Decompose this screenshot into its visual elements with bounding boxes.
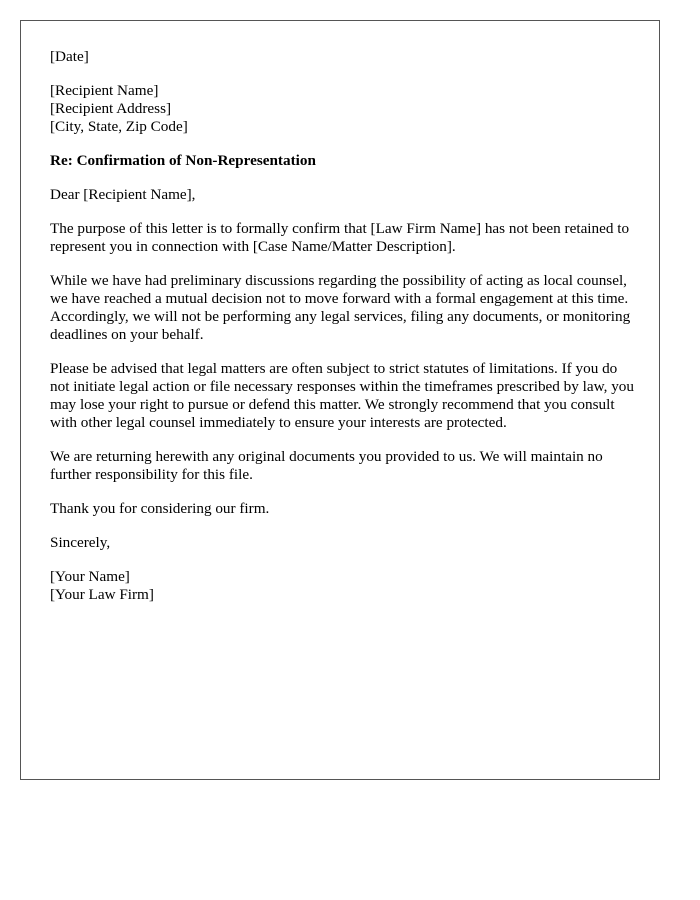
signature-block bbox=[50, 568, 636, 604]
subject-line: Re: Confirmation of Non-Representation bbox=[50, 152, 316, 169]
signature-firm: [Your Law Firm] bbox=[50, 586, 154, 603]
closing: Sincerely, bbox=[50, 534, 111, 551]
recipient-block bbox=[50, 82, 636, 136]
paragraph-purpose: The purpose of this letter is to formally confirm that [Law Firm Name] has not been retained to represent you in connection with [Case Name/Matter Description]. bbox=[50, 220, 630, 255]
paragraph-returning-documents: We are returning herewith any original documents you provided to us. We will maintain no further responsibility for this file. bbox=[50, 448, 603, 483]
paragraph-thank-you: Thank you for considering our firm. bbox=[50, 500, 270, 517]
letter-page bbox=[20, 20, 660, 780]
recipient-city-state-zip: [City, State, Zip Code] bbox=[50, 118, 188, 135]
paragraph-discussions: While we have had preliminary discussions regarding the possibility of acting as local counsel, we have reached a mutual decision not to move forward with a formal engagement at this time. Accordingly, we will not be performing any legal services, filing any documents, or monitoring deadlines on your behalf. bbox=[50, 272, 631, 343]
paragraph-limitations-warning: Please be advised that legal matters are often subject to strict statutes of limitations. If you do not initiate legal action or file necessary responses within the timeframes prescribed by law, you may lose your right to pursue or defend this matter. We strongly recommend that you consult with other legal counsel immediately to ensure your interests are protected. bbox=[50, 360, 634, 431]
date-text: [Date] bbox=[50, 48, 89, 65]
salutation: Dear [Recipient Name], bbox=[50, 186, 196, 203]
letter-date bbox=[50, 48, 636, 66]
letter-body bbox=[50, 48, 636, 620]
recipient-address: [Recipient Address] bbox=[50, 100, 172, 117]
signature-name: [Your Name] bbox=[50, 568, 130, 585]
recipient-name: [Recipient Name] bbox=[50, 82, 159, 99]
